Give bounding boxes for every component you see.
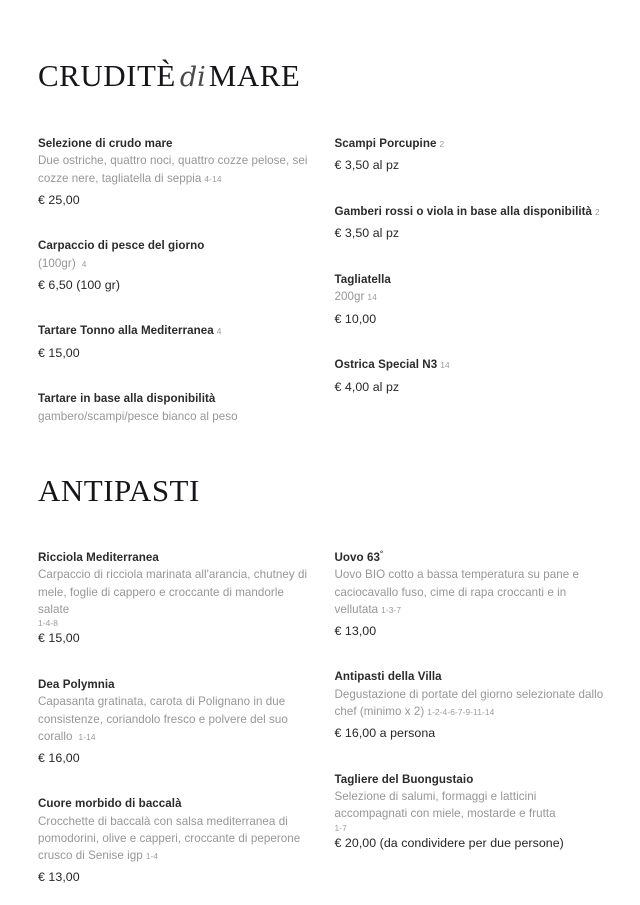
item-allergens: 1-4-8 xyxy=(38,617,59,628)
menu-item xyxy=(335,356,607,396)
item-allergens: 4 xyxy=(81,258,87,269)
heading-word-pre: CRUDITÈ xyxy=(38,58,176,93)
item-allergens: 1-7 xyxy=(334,822,347,833)
item-title: Gamberi rossi o viola in base alla disponibilità 2 xyxy=(334,205,600,218)
item-title: Cuore morbido di baccalà xyxy=(38,797,182,811)
heading-word-post: MARE xyxy=(208,58,301,93)
item-title: Tartare Tonno alla Mediterranea 4 xyxy=(38,324,222,338)
item-allergens: 1-4 xyxy=(145,851,159,862)
section-heading-antipasti xyxy=(38,473,606,509)
menu-item xyxy=(38,322,310,362)
item-allergens: 4-14 xyxy=(204,173,222,184)
item-price: € 6,50 (100 gr) xyxy=(38,277,121,292)
heading-word-pre: ANTIPASTI xyxy=(38,473,200,509)
item-description: Capasanta gratinata, carota di Polignano in due consistenze, coriandolo fresco e polvere del suo corallo 1-14 xyxy=(38,695,288,743)
item-price: € 16,00 a persona xyxy=(334,726,436,741)
menu-item xyxy=(38,676,310,767)
item-description: Uovo BIO cotto a bassa temperatura su pane e caciocavallo fuso, cime di rapa croccanti e in vellutata 1-3-7 xyxy=(334,568,580,616)
menu-item xyxy=(335,668,607,742)
item-price: € 25,00 xyxy=(38,192,80,207)
item-allergens: 14 xyxy=(367,292,377,303)
item-price: € 16,00 xyxy=(38,750,80,765)
item-allergens: 14 xyxy=(440,360,450,371)
item-allergens: 1-3-7 xyxy=(381,604,402,615)
item-description: 200gr 14 xyxy=(334,290,377,304)
item-allergens: 4 xyxy=(216,326,222,337)
item-price: € 13,00 xyxy=(334,623,377,638)
item-description: Selezione di salumi, formaggi e latticini accompagnati con miele, mostarde e frutta 1-7 xyxy=(335,788,607,833)
item-allergens: 2 xyxy=(439,139,445,149)
item-description: Degustazione di portate del giorno selezionate dallo chef (minimo x 2) 1-2-4-6-7-9-11-14 xyxy=(334,687,604,719)
menu-item xyxy=(335,203,607,243)
item-description: Carpaccio di ricciola marinata all'arancia, chutney di mele, foglie di cappero e croccante di mandorle salate 1-4-8 xyxy=(38,566,310,628)
item-title: Antipasti della Villa xyxy=(334,670,442,684)
item-allergens: 2 xyxy=(595,207,600,217)
item-description: Due ostriche, quattro noci, quattro cozze pelose, sei cozze nere, tagliatella di seppia 4-14 xyxy=(38,154,308,185)
columns-crudite xyxy=(38,135,606,425)
item-price: € 15,00 xyxy=(38,631,80,646)
item-price: € 20,00 (da condividere per due persone) xyxy=(334,836,564,850)
heading-word-script: di xyxy=(179,62,206,93)
degree-symbol: ° xyxy=(379,549,384,559)
item-price: € 3,50 al pz xyxy=(334,226,400,241)
item-title: Carpaccio di pesce del giorno xyxy=(38,239,205,253)
menu-item xyxy=(38,390,310,425)
menu-item xyxy=(38,237,310,294)
section-antipasti xyxy=(38,475,606,887)
menu-item xyxy=(335,271,607,328)
item-title: Tartare in base alla disponibilità xyxy=(38,392,216,406)
item-title: Scampi Porcupine 2 xyxy=(334,137,445,150)
item-description: Crocchette di baccalà con salsa mediterranea di pomodorini, olive e capperi, croccante di peperone crusco di Senise igp 1-4 xyxy=(38,814,301,863)
item-price: € 4,00 al pz xyxy=(334,379,400,394)
item-price: € 3,50 al pz xyxy=(334,158,400,173)
item-title: Ricciola Mediterranea xyxy=(38,551,159,565)
item-title: Dea Polymnia xyxy=(38,677,115,691)
item-price: € 15,00 xyxy=(38,345,80,360)
item-allergens: 1-2-4-6-7-9-11-14 xyxy=(427,707,495,718)
section-heading-crudite xyxy=(38,60,606,91)
menu-item xyxy=(335,135,607,175)
menu-item xyxy=(335,549,607,640)
item-title: Ostrica Special N3 14 xyxy=(334,358,450,372)
item-price: € 13,00 xyxy=(38,870,80,885)
columns-antipasti xyxy=(38,549,606,887)
item-title: Uovo 63° xyxy=(334,549,384,565)
item-allergens: 1-14 xyxy=(78,731,96,742)
item-title: Tagliatella xyxy=(334,273,391,286)
column-left-antipasti xyxy=(38,549,310,887)
item-price: € 10,00 xyxy=(334,311,377,326)
column-right-crudite xyxy=(335,135,607,396)
menu-item xyxy=(38,549,310,648)
item-title: Selezione di crudo mare xyxy=(38,137,173,150)
menu-item xyxy=(38,135,310,209)
column-right-antipasti xyxy=(335,549,607,853)
item-description: (100gr) 4 xyxy=(38,256,87,270)
menu-item xyxy=(38,795,310,886)
item-description: gambero/scampi/pesce bianco al peso xyxy=(38,409,238,423)
section-crudite xyxy=(38,60,606,425)
item-title: Tagliere del Buongustaio xyxy=(334,772,474,786)
column-left-crudite xyxy=(38,135,310,425)
menu-item xyxy=(335,771,607,853)
